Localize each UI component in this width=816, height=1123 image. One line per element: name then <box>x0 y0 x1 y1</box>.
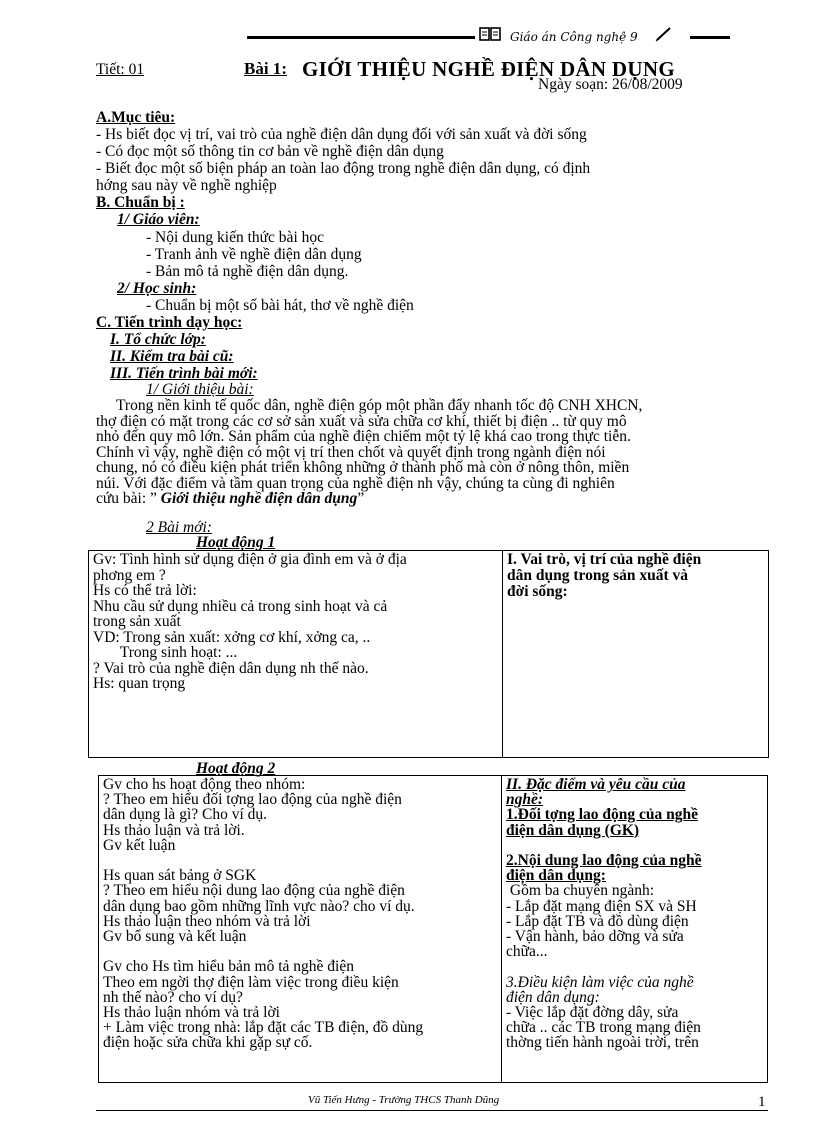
activity1-right-heading: dân dụng trong sản xuất và <box>507 567 689 584</box>
content-item: - Lắp đặt mạng điện SX và SH <box>506 897 697 915</box>
activity2-line: Gv cho hs hoạt động theo nhóm: <box>103 776 306 793</box>
content-item: - Lắp đặt TB và đồ dùng điện <box>506 912 689 930</box>
lesson-label: Bài 1: <box>244 59 287 78</box>
lesson-title: GIỚI THIỆU NGHỀ ĐIỆN DÂN DỤNG <box>302 57 675 81</box>
section-a-line: - Có đọc một số thông tin cơ bản về nghề điện dân dụng <box>96 143 444 160</box>
content-item: chữa... <box>506 943 548 961</box>
activity1-right-heading: đời sống: <box>507 583 568 600</box>
activity2-spacer <box>103 944 497 959</box>
activity1-table <box>88 550 769 758</box>
header-rule-left <box>247 36 475 39</box>
header-title: Giáo án Công nghệ 9 <box>510 30 638 44</box>
intro-line: thợ điện có mặt trong các cơ sở sản xuất và sửa chữa cơ khí, thiết bị điện .. từ quy mô <box>96 412 627 430</box>
pencil-icon <box>655 26 673 42</box>
section-c-heading: C. Tiến trình dạy học: <box>96 314 243 331</box>
activity2-table <box>98 775 768 1083</box>
activity1-line: Gv: Tình hình sử dụng điện ở gia đình em và ở địa <box>93 551 407 568</box>
activity2-line: nh thế nào? cho ví dụ? <box>103 988 243 1006</box>
activity1-line: phơng em ? <box>93 566 166 584</box>
date-line: Ngày soạn: 26/08/2009 <box>538 76 683 93</box>
activity2-line: ? Theo em hiểu đối tợng lao động của nghề điện <box>103 791 402 809</box>
activity2-title: Hoạt động 2 <box>196 760 276 777</box>
activity1-left-cell <box>89 551 503 758</box>
activity1-line: VD: Trong sản xuất: xởng cơ khí, xởng ca, .. <box>93 628 371 646</box>
header-rule-right <box>690 36 730 39</box>
condition-item: - Việc lắp đặt đờng dây, sửa <box>506 1004 679 1022</box>
teacher-item: - Bản mô tả nghề điện dân dụng. <box>146 263 349 280</box>
activity2-line: Hs quan sát bảng ở SGK <box>103 867 257 885</box>
student-item: - Chuẩn bị một số bài hát, thơ về nghề điện <box>146 297 414 314</box>
activity2-line: Gv bổ sung và kết luận <box>103 928 247 946</box>
condition-item: chữa .. các TB trong mạng điện <box>506 1019 701 1037</box>
activity2-line: Hs thảo luận nhóm và trả lời <box>103 1004 280 1022</box>
activity2-spacer <box>103 853 497 868</box>
footer-rule <box>96 1110 768 1111</box>
activity1-line: Hs có thể trả lời: <box>93 582 197 599</box>
activity2-line: Hs thảo luận và trả lời. <box>103 821 245 839</box>
activity2-line: + Làm việc trong nhà: lắp đặt các TB điện, đồ dùng <box>103 1019 424 1037</box>
new-lesson-heading: 2 Bài mới: <box>146 519 212 536</box>
teacher-item: - Tranh ảnh về nghề điện dân dụng <box>146 246 362 263</box>
footer-author: Vũ Tiến Hưng - Trường THCS Thanh Dũng <box>308 1094 500 1106</box>
intro-line: chung, nó có điều kiện phát triển không những ở thành phố mà còn ở nông thôn, miền <box>96 459 630 476</box>
activity2-line: Hs thảo luận theo nhóm và trả lời <box>103 912 311 930</box>
student-heading: 2/ Học sinh: <box>117 280 197 297</box>
activity2-line: điện hoặc sửa chữa khi gặp sự cố. <box>103 1034 313 1052</box>
intro-line: Chính vì vậy, nghề điện có một vị trí then chốt và quyết định trong ngành điện nói <box>96 443 606 461</box>
content-item: - Vận hành, bảo dỡng và sửa <box>506 928 684 946</box>
intro-line: nhỏ đến quy mô lớn. Sản phẩm của nghề điện chiếm một tỷ lệ khá cao trong thực tiễn. <box>96 428 631 445</box>
condition-heading: 3.Điều kiện làm việc của nghề <box>506 973 694 991</box>
teacher-heading: 1/ Giáo viên: <box>117 211 200 228</box>
section-a-line: - Biết đọc một số biện pháp an toàn lao động trong nghề điện dân dụng, có định <box>96 160 591 177</box>
intro-heading: 1/ Giới thiệu bài: <box>146 381 254 398</box>
activity2-line: dân dụng bao gồm những lĩnh vực nào? cho ví dụ. <box>103 897 415 915</box>
content-heading: 2.Nội dung lao động của nghề <box>506 852 702 870</box>
activity2-right-heading: II. Đặc điểm và yêu cầu của <box>506 776 686 793</box>
activity2-left-cell <box>99 776 502 1083</box>
condition-heading: điện dân dụng: <box>506 988 600 1006</box>
object-heading: 1.Đối tợng lao động của nghề <box>506 806 699 824</box>
activity2-line: dân dụng là gì? Cho ví dụ. <box>103 806 268 824</box>
activity1-line: ? Vai trò của nghề điện dân dụng nh thế nào. <box>93 659 369 677</box>
step-review: II. Kiểm tra bài cũ: <box>110 348 234 365</box>
intro-paragraph <box>96 398 766 507</box>
activity1-right-cell <box>503 551 769 758</box>
activity2-right-heading: nghề: <box>506 791 544 809</box>
content-heading: điện dân dụng: <box>506 867 606 885</box>
activity1-line: Nhu cầu sử dụng nhiều cả trong sinh hoạt và cả <box>93 597 388 615</box>
section-a-line: - Hs biết đọc vị trí, vai trò của nghề điện dân dụng đối với sản xuất và đời sống <box>96 126 587 143</box>
step-organize: I. Tổ chức lớp: <box>110 331 206 348</box>
intro-topic: Giới thiệu nghề điện dân dụng <box>160 490 358 507</box>
activity1-line: Hs: quan trọng <box>93 675 186 692</box>
activity2-right-spacer <box>506 959 763 974</box>
intro-line: núi. Với đặc điểm và tầm quan trọng của nghề điện nh vậy, chúng ta cùng đi nghiên <box>96 474 615 492</box>
object-heading: điện dân dụng (GK) <box>506 821 640 839</box>
content-item: Gồm ba chuyên ngành: <box>506 882 655 900</box>
period-label: Tiết: 01 <box>96 61 145 78</box>
teacher-item: - Nội dung kiến thức bài học <box>146 229 325 246</box>
section-a-line: hớng sau này về nghề nghiệp <box>96 177 277 194</box>
page-number: 1 <box>758 1094 766 1110</box>
section-a-heading: A.Mục tiêu: <box>96 109 176 126</box>
step-new-lesson: III. Tiến trình bài mới: <box>110 365 258 382</box>
section-b-heading: B. Chuẩn bị : <box>96 194 185 211</box>
intro-line: Trong nền kinh tế quốc dân, nghề điện góp một phần đẩy nhanh tốc độ CNH XHCN, <box>116 397 643 414</box>
activity1-title: Hoạt động 1 <box>196 534 276 551</box>
intro-last-line: cứu bài: ” Giới thiệu nghề điện dân dụng” <box>96 490 365 507</box>
book-icon <box>479 26 501 42</box>
activity2-line: Gv cho Hs tìm hiểu bản mô tả nghề điện <box>103 958 354 976</box>
activity1-line: Trong sinh hoạt: ... <box>93 644 238 661</box>
activity1-line: trong sản xuất <box>93 613 181 630</box>
activity2-line: ? Theo em hiểu nội dung lao động của nghề điện <box>103 882 405 900</box>
activity2-right-cell <box>502 776 768 1083</box>
activity1-right-heading: I. Vai trò, vị trí của nghề điện <box>507 551 702 568</box>
activity2-line: Gv kết luận <box>103 836 176 854</box>
activity2-right-spacer <box>506 838 763 853</box>
condition-item: thờng tiến hành ngoài trời, trên <box>506 1034 699 1052</box>
activity2-line: Theo em ngời thợ điện làm việc trong điều kiện <box>103 973 399 991</box>
